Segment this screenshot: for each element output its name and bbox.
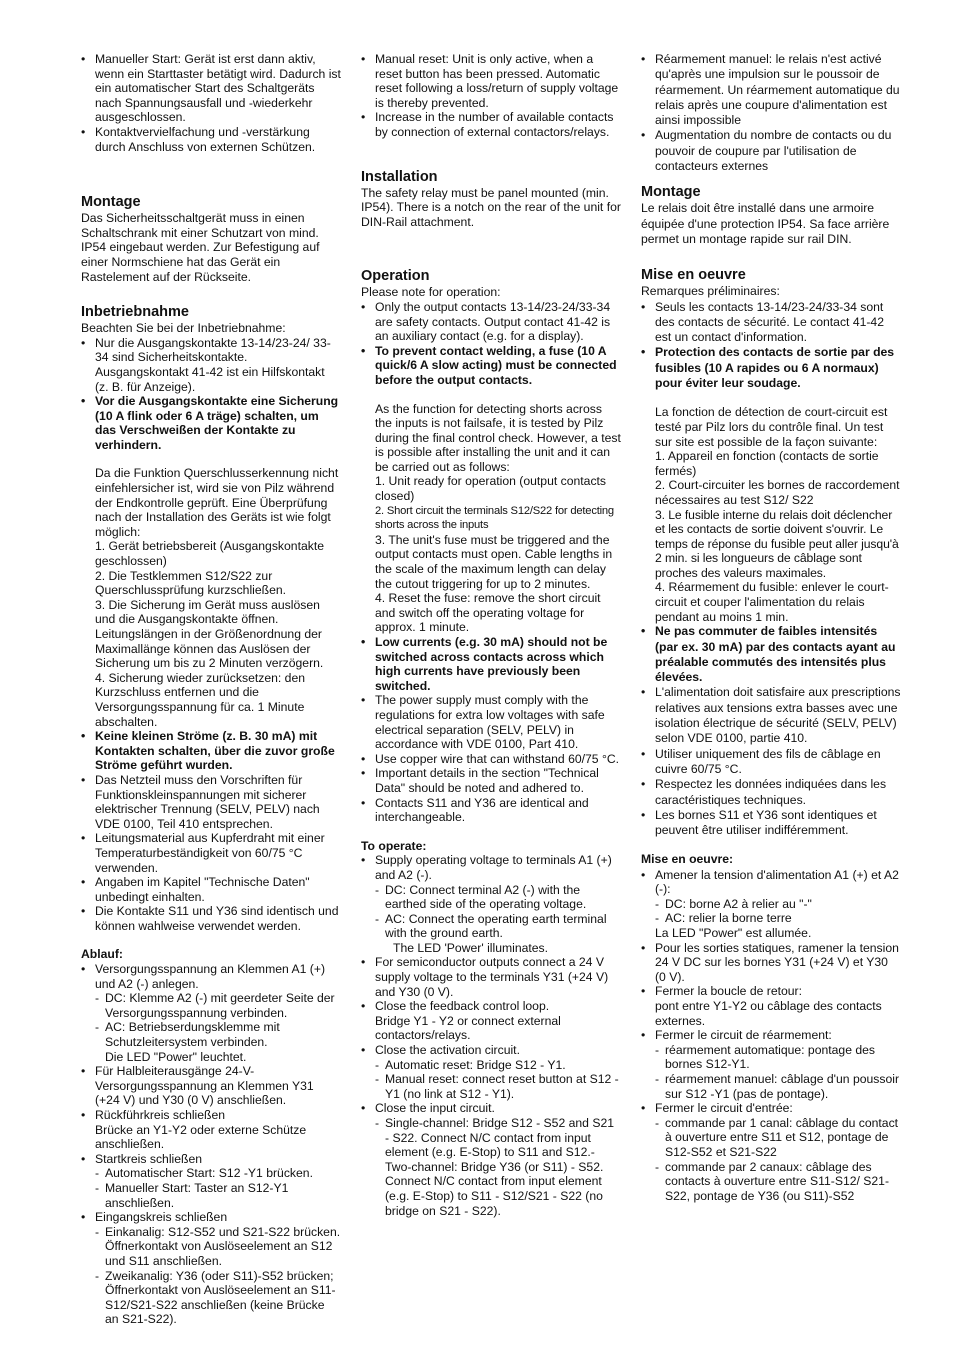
fr-list-item: • Ne pas commuter de faibles intensités (par ex. 30 mA) par des contacts ayant au préalable commutés des intensités plus élevées. xyxy=(641,624,901,685)
fr-step xyxy=(641,1028,901,1101)
fr-step-text: Amener la tension d'alimentation A1 (+) et A2 (-): xyxy=(655,867,899,897)
de-list-item: • Nur die Ausgangskontakte 13-14/23-24/ 33-34 sind Sicherheitskontakte. Ausgangskontakt 41-42 ist ein Hilfskontakt (z. B. für Anzeige). xyxy=(81,336,341,394)
fr-list-item: • Respectez les données indiquées dans les caractéristiques techniques. xyxy=(641,777,901,808)
fr-led-note: La LED "Power" est allumée. xyxy=(655,926,812,941)
fr-mise2-heading: Mise en oeuvre: xyxy=(641,852,734,867)
fr-step xyxy=(641,868,901,941)
french-column xyxy=(641,52,901,1203)
de-inbetrieb-list xyxy=(81,336,341,453)
en-intro-item: • Manual reset: Unit is only active, when a reset button has been pressed. Automatic reset following a loss/return of supply voltage is thereby prevented. xyxy=(361,52,621,110)
de-step-text: • Startkreis schließen xyxy=(95,1151,203,1166)
fr-notes-list xyxy=(641,624,901,838)
fr-list-item: • Protection des contacts de sortie par des fusibles (10 A rapides ou 6 A normaux) pour éviter leur soudage. xyxy=(641,345,901,391)
en-intro-list xyxy=(361,52,621,140)
en-list-item: • To prevent contact welding, a fuse (10 A quick/6 A slow acting) must be connected before the output contacts. xyxy=(361,344,621,388)
en-step-text: • Close the input circuit. xyxy=(375,1101,495,1116)
en-test-step: 4. Reset the fuse: remove the short circuit and switch off the operating voltage for approx. 1 minute. xyxy=(375,591,601,635)
de-ablauf-heading: Ablauf: xyxy=(81,947,123,962)
fr-list-item: • Seuls les contacts 13-14/23-24/33-34 sont des contacts de sécurité. Le contact 41-42 est un contact d'information. xyxy=(641,300,901,346)
en-substep: - Single-channel: Bridge S12 - S52 and S21 - S22. Connect N/C contact from input element (e.g. E-Stop) to S11 and S12.-Two-channel: Bridge Y36 (or S11) - S52. Connect N/C contact from input element (e.g. E-Stop) to S11 - S12/S21 - S22 (no bridge on S21 - S22). xyxy=(375,1116,621,1218)
de-substep: - Zweikanalig: Y36 (oder S11)-S52 brücken; Öffnerkontakt von Auslöseelement an S11-S12/S21-S22 anschließen (keine Brücke an S21-S22). xyxy=(95,1269,341,1327)
fr-intro-list xyxy=(641,52,901,174)
de-list-item: • Keine kleinen Ströme (z. B. 30 mA) mit Kontakten schalten, über die zuvor große Ströme geführt wurden. xyxy=(81,729,341,773)
english-column xyxy=(361,52,621,1218)
fr-substep: - réarmement manuel: câblage d'un poussoir sur S12 -Y1 (pas de pontage). xyxy=(655,1072,901,1101)
fr-substep: - commande par 2 canaux: câblage des contacts à ouverture entre S11-S12/ S21-S22, pontage de Y36 (ou S11)-S52 xyxy=(655,1160,901,1204)
fr-list-item: • Les bornes S11 et Y36 sont identiques et peuvent être utiliser indifféremment. xyxy=(641,808,901,839)
fr-test-step: 2. Court-circuiter les bornes de raccordement nécessaires au test S12/ S22 xyxy=(655,478,900,507)
fr-montage-text: Le relais doit être installé dans une armoire équipée d'une protection IP54. Sa face arrière permet un montage rapide sur rail DIN. xyxy=(641,201,890,246)
en-intro-item: • Increase in the number of available contacts by connection of external contactors/relays. xyxy=(361,110,621,139)
de-list-item: • Angaben im Kapitel "Technische Daten" unbedingt einhalten. xyxy=(81,875,341,904)
de-intro-list xyxy=(81,52,341,154)
en-install-heading: Installation xyxy=(361,168,438,185)
en-substep: - Automatic reset: Bridge S12 - Y1. xyxy=(375,1058,621,1073)
fr-list-item: • L'alimentation doit satisfaire aux prescriptions relatives aux tensions extra basses avec une isolation électrique de sécurité (SELV, PELV) selon VDE 0100, partie 410. xyxy=(641,685,901,746)
en-list-item: • Only the output contacts 13-14/23-24/33-34 are safety contacts. Output contact 41-42 is an auxiliary contact (e.g. for a display). xyxy=(361,300,621,344)
de-test-step: 2. Die Testklemmen S12/S22 zur Querschlussprüfung kurzschließen. xyxy=(95,568,287,598)
fr-operate-list xyxy=(641,868,901,1204)
fr-list-item: • Utiliser uniquement des fils de câblage en cuivre 60/75 °C. xyxy=(641,747,901,778)
en-list-item: • Contacts S11 and Y36 are identical and interchangeable. xyxy=(361,796,621,825)
de-step-text: • Rückführkreis schließen xyxy=(95,1108,226,1122)
fr-substep: - AC: relier la borne terre xyxy=(655,911,901,926)
en-test-intro: As the function for detecting shorts across the inputs is not failsafe, it is tested by Pilz during the final control check. However, a test is possible after installing the unit and it can be carried out as follows: xyxy=(375,401,621,474)
en-list-item: • Important details in the section "Technical Data" should be noted and adhered to. xyxy=(361,766,621,795)
de-inbetrieb-intro: Beachten Sie bei der Inbetriebnahme: xyxy=(81,321,286,336)
fr-test-step: 4. Réarmement du fusible: enlever le court-circuit et couper l'alimentation du relais pendant au moins 1 min. xyxy=(655,580,889,624)
en-step: • For semiconductor outputs connect a 24 V supply voltage to the terminals Y31 (+24 V) and Y30 (0 V). xyxy=(361,955,621,999)
de-step-text: • Eingangskreis schließen xyxy=(95,1210,228,1225)
en-step xyxy=(361,999,621,1043)
en-op-list xyxy=(361,300,621,388)
en-test-step: 2. Short circuit the terminals S12/S22 for detecting shorts across the inputs xyxy=(375,504,614,532)
en-step-text: Supply operating voltage to terminals A1 (+) and A2 (-). xyxy=(375,853,612,882)
en-led-note: The LED 'Power' illuminates. xyxy=(393,940,549,955)
de-intro-item: • Kontaktvervielfachung und -verstärkung durch Anschluss von externen Schützen. xyxy=(81,125,341,154)
en-list-item: • Low currents (e.g. 30 mA) should not be switched across contacts across which high currents have previously been switched. xyxy=(361,635,621,693)
fr-step-text: • Fermer le circuit d'entrée: xyxy=(655,1101,793,1116)
de-step xyxy=(81,1210,341,1327)
en-step-detail: Bridge Y1 - Y2 or connect external contactors/relays. xyxy=(375,1013,561,1043)
fr-substep: - commande par 1 canal: câblage du contact à ouverture entre S11 et S12, pontage de S12-S52 et S21-S22 xyxy=(655,1116,901,1160)
en-substep: - AC: Connect the operating earth terminal with the ground earth. xyxy=(375,912,621,941)
fr-step: • Pour les sorties statiques, ramener la tension 24 V DC sur les bornes Y31 (+24 V) et Y30 (0 V). xyxy=(641,941,901,985)
fr-mise-intro: Remarques préliminaires: xyxy=(641,284,780,299)
de-step xyxy=(81,1108,341,1152)
de-inbetrieb-heading: Inbetriebnahme xyxy=(81,304,189,321)
fr-substep: - réarmement automatique: pontage des bornes S12-Y1. xyxy=(655,1043,901,1072)
fr-step-detail: pont entre Y1-Y2 ou câblage des contacts externes. xyxy=(655,999,882,1028)
en-substep: - DC: Connect terminal A2 (-) with the earthed side of the operating voltage. xyxy=(375,883,621,912)
fr-test-step: 3. Le fusible interne du relais doit déclencher et les contacts de sortie doivent s'ouvrir. Le temps de réponse du fusible peut aller jusqu'à 2 min. si les longueurs de câblage sont proches des valeurs maximales. xyxy=(655,507,899,580)
fr-step-text: • Fermer la boucle de retour: xyxy=(655,984,802,999)
german-column xyxy=(81,52,341,1327)
de-test-step: 1. Gerät betriebsbereit (Ausgangskontakte geschlossen) xyxy=(95,539,324,569)
de-test-intro: Da die Funktion Querschlusserkennung nicht einfehlersicher ist, wird sie von Pilz während der Endkontrolle geprüft. Eine Überprüfung nach der Installation des Geräts ist wie folgt möglich: xyxy=(95,466,339,539)
fr-substep: - DC: borne A2 à relier au "-" xyxy=(655,897,901,912)
en-test-block xyxy=(361,402,621,636)
de-list-item: • Vor die Ausgangskontakte eine Sicherung (10 A flink oder 6 A träge) schalten, um das Verschweißen der Kontakte zu verhindern. xyxy=(81,394,341,452)
en-test-step: 1. Unit ready for operation (output contacts closed) xyxy=(375,474,607,504)
fr-intro-item: • Augmentation du nombre de contacts ou du pouvoir de coupure par l'utilisation de contacteurs externes xyxy=(641,128,901,174)
fr-step-text: • Fermer le circuit de réarmement: xyxy=(655,1028,832,1043)
en-operate-list xyxy=(361,853,621,1218)
de-notes-list xyxy=(81,729,341,933)
de-substep: - Automatischer Start: S12 -Y1 brücken. xyxy=(95,1166,341,1181)
de-substep: - AC: Betriebserdungsklemme mit Schutzleitersystem verbinden. xyxy=(95,1020,341,1049)
de-step xyxy=(81,962,341,1064)
en-operate-heading: To operate: xyxy=(361,838,427,853)
en-list-item: • The power supply must comply with the regulations for extra low voltages with safe electrical separation (SELV, PELV) in accordance with VDE 0100, Part 410. xyxy=(361,693,621,751)
de-substep: - Einkanalig: S12-S52 und S21-S22 brücken. Öffnerkontakt von Auslöseelement an S12 und S11 anschließen. xyxy=(95,1225,341,1269)
en-list-item: • Use copper wire that can withstand 60/75 °C. xyxy=(361,752,621,767)
en-op-intro: Please note for operation: xyxy=(361,285,501,300)
en-step xyxy=(361,1101,621,1218)
en-step-text: • Close the feedback control loop. xyxy=(375,999,550,1014)
fr-test-step: 1. Appareil en fonction (contacts de sortie fermés) xyxy=(655,449,879,478)
de-ablauf-list xyxy=(81,962,341,1327)
de-montage-text: Das Sicherheitsschaltgerät muss in einen Schaltschrank mit einer Schutzart von mind. IP54 eingebaut werden. Zur Befestigung auf einer Normschiene hat das Gerät ein Rastelement auf der Rückseite. xyxy=(81,211,320,284)
fr-mise-list xyxy=(641,300,901,392)
de-intro-item: • Manueller Start: Gerät ist erst dann aktiv, wenn ein Starttaster betätigt wird. Dadurch ist ein automatischer Start des Schaltgeräts nach Spannungsausfall und -wiederkehr ausgeschlossen. xyxy=(81,52,341,125)
de-step: • Für Halbleiterausgänge 24-V-Versorgungsspannung an Klemmen Y31 (+24 V) und Y30 (0 V) anschließen. xyxy=(81,1064,341,1108)
de-step xyxy=(81,1152,341,1210)
fr-montage-heading: Montage xyxy=(641,184,701,201)
en-notes-list xyxy=(361,635,621,825)
en-step-text: • Close the activation circuit. xyxy=(375,1043,520,1058)
de-test-step: 3. Die Sicherung im Gerät muss auslösen und die Ausgangskontakte öffnen. Leitungslängen in der Größenordnung der Maximallänge können das Auslösen der Sicherung um bis zu 2 Minuten verzögern. xyxy=(95,597,324,671)
fr-test-block xyxy=(641,405,901,624)
fr-intro-item: • Réarmement manuel: le relais n'est activé qu'après une impulsion sur le poussoir de réarmement. Un réarmement automatique du relais après une coupure d'alimentation est ainsi impossible xyxy=(641,52,901,128)
de-substep: - DC: Klemme A2 (-) mit geerdeter Seite der Versorgungsspannung verbinden. xyxy=(95,991,341,1020)
en-substep: - Manual reset: connect reset button at S12 - Y1 (no link at S12 - Y1). xyxy=(375,1072,621,1101)
de-list-item: • Die Kontakte S11 und Y36 sind identisch und können wahlweise verwendet werden. xyxy=(81,904,341,933)
de-step-detail: Brücke an Y1-Y2 oder externe Schütze anschließen. xyxy=(95,1122,307,1152)
en-step xyxy=(361,853,621,955)
fr-step xyxy=(641,1101,901,1203)
de-test-block xyxy=(81,466,341,729)
fr-test-intro: La fonction de détection de court-circuit est testé par Pilz lors du contrôle final. Un test sur site est possible de la façon suivante: xyxy=(655,405,888,449)
en-op-heading: Operation xyxy=(361,268,430,285)
de-montage-heading: Montage xyxy=(81,194,141,211)
fr-step xyxy=(641,984,901,1028)
fr-mise-heading: Mise en oeuvre xyxy=(641,267,746,284)
de-list-item: • Leitungsmaterial aus Kupferdraht mit einer Temperaturbeständigkeit von 60/75 °C verwenden. xyxy=(81,831,341,875)
de-substep: - Manueller Start: Taster an S12-Y1 anschließen. xyxy=(95,1181,341,1210)
en-install-text: The safety relay must be panel mounted (min. IP54). There is a notch on the rear of the unit for DIN-Rail attachment. xyxy=(361,185,621,229)
en-step xyxy=(361,1043,621,1101)
de-list-item: • Das Netzteil muss den Vorschriften für Funktionskleinspannungen mit sicherer elektrischer Trennung (SELV, PELV) nach VDE 0100, Teil 410 entsprechen. xyxy=(81,773,341,831)
en-test-step: 3. The unit's fuse must be triggered and the output contacts must open. Cable lengths in the scale of the maximum length can delay the cutout triggering for up to 2 minutes. xyxy=(375,532,613,591)
de-test-step: 4. Sicherung wieder zurücksetzen: den Kurzschluss entfernen und die Versorgungsspannung für ca. 1 Minute abschalten. xyxy=(95,670,306,729)
de-step-text: Versorgungsspannung an Klemmen A1 (+) und A2 (-) anlegen. xyxy=(95,962,326,991)
de-led-note: Die LED "Power" leuchtet. xyxy=(105,1049,247,1064)
